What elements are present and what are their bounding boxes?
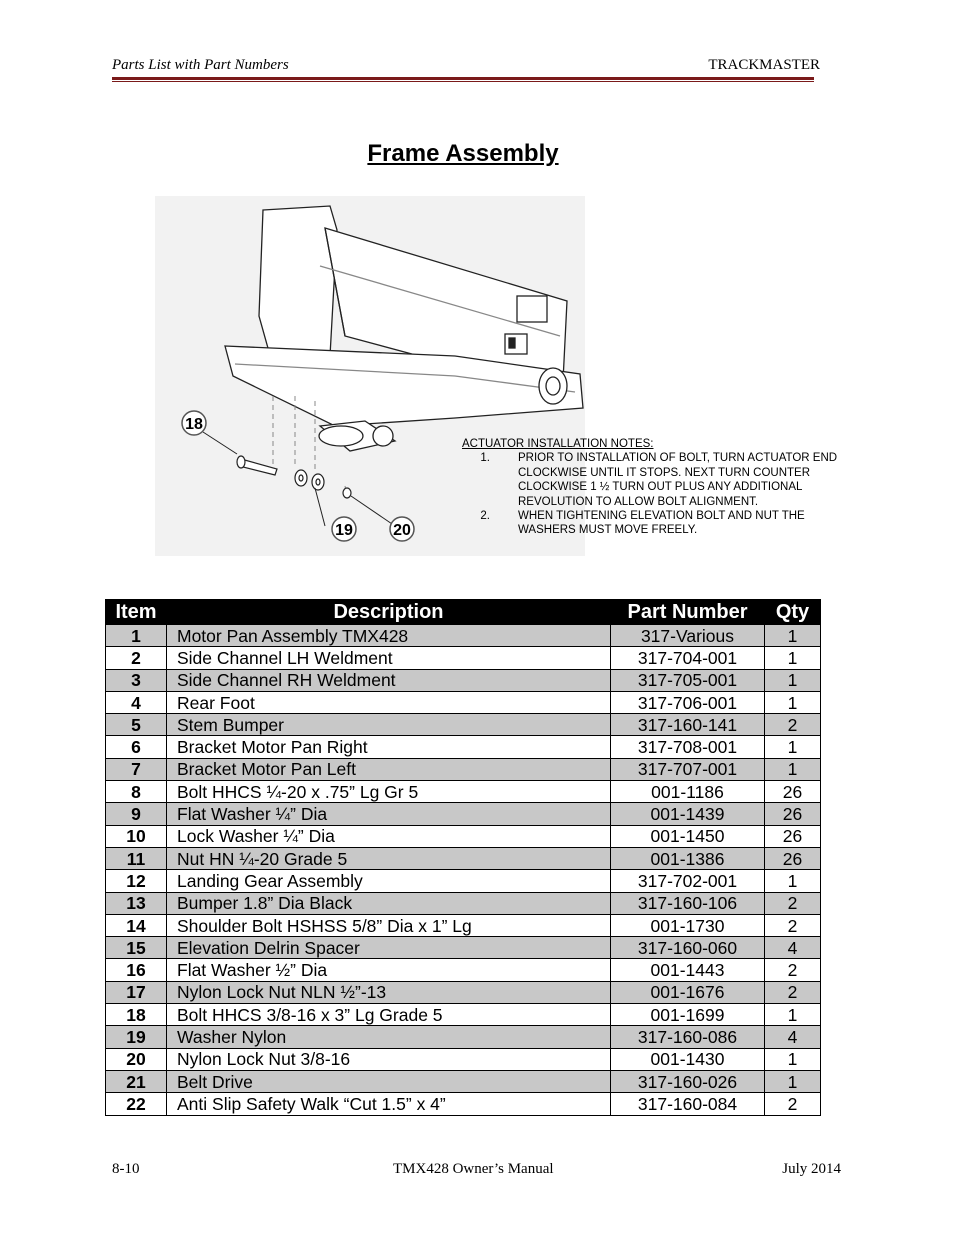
cell-description: Nut HN ¼-20 Grade 5 <box>167 847 611 869</box>
cell-item: 10 <box>106 825 167 847</box>
cell-qty: 2 <box>765 959 821 981</box>
table-row <box>106 937 821 959</box>
cell-description: Nylon Lock Nut 3/8-16 <box>167 1048 611 1070</box>
cell-description: Bracket Motor Pan Right <box>167 736 611 758</box>
cell-part-number: 317-704-001 <box>611 647 765 669</box>
cell-part-number: 317-160-060 <box>611 937 765 959</box>
cell-qty: 4 <box>765 937 821 959</box>
table-row <box>106 669 821 691</box>
cell-part-number: 317-160-086 <box>611 1026 765 1048</box>
table-row <box>106 736 821 758</box>
page-title: Frame Assembly <box>367 140 559 167</box>
cell-part-number: 317-706-001 <box>611 691 765 713</box>
cell-qty: 26 <box>765 781 821 803</box>
table-row <box>106 892 821 914</box>
table-row <box>106 647 821 669</box>
cell-part-number: 001-1676 <box>611 981 765 1003</box>
cell-item: 5 <box>106 714 167 736</box>
cell-item: 13 <box>106 892 167 914</box>
cell-description: Lock Washer ¼” Dia <box>167 825 611 847</box>
cell-description: Bolt HHCS 3/8-16 x 3” Lg Grade 5 <box>167 1004 611 1026</box>
cell-description: Motor Pan Assembly TMX428 <box>167 625 611 647</box>
cell-part-number: 317-160-084 <box>611 1093 765 1115</box>
cell-part-number: 001-1443 <box>611 959 765 981</box>
cell-qty: 2 <box>765 981 821 1003</box>
table-row <box>106 1070 821 1092</box>
cell-part-number: 317-702-001 <box>611 870 765 892</box>
cell-item: 8 <box>106 781 167 803</box>
cell-part-number: 317-160-106 <box>611 892 765 914</box>
cell-qty: 1 <box>765 691 821 713</box>
cell-description: Bumper 1.8” Dia Black <box>167 892 611 914</box>
cell-description: Side Channel RH Weldment <box>167 669 611 691</box>
table-row <box>106 1093 821 1115</box>
header-qty: Qty <box>765 600 821 625</box>
cell-qty: 2 <box>765 914 821 936</box>
cell-item: 22 <box>106 1093 167 1115</box>
cell-part-number: 001-1430 <box>611 1048 765 1070</box>
cell-item: 3 <box>106 669 167 691</box>
footer-page-number: 8-10 <box>112 1161 140 1177</box>
cell-description: Flat Washer ½” Dia <box>167 959 611 981</box>
note-number: 2. <box>480 510 490 523</box>
callout-20: 20 <box>393 522 411 539</box>
cell-qty: 1 <box>765 1070 821 1092</box>
callout-19: 19 <box>335 522 353 539</box>
cell-item: 1 <box>106 625 167 647</box>
cell-part-number: 001-1450 <box>611 825 765 847</box>
cell-part-number: 317-708-001 <box>611 736 765 758</box>
cell-description: Washer Nylon <box>167 1026 611 1048</box>
table-row <box>106 1026 821 1048</box>
cell-description: Rear Foot <box>167 691 611 713</box>
table-row <box>106 803 821 825</box>
cell-description: Shoulder Bolt HSHSS 5/8” Dia x 1” Lg <box>167 914 611 936</box>
cell-description: Anti Slip Safety Walk “Cut 1.5” x 4” <box>167 1093 611 1115</box>
table-row <box>106 758 821 780</box>
cell-item: 9 <box>106 803 167 825</box>
cell-qty: 2 <box>765 1093 821 1115</box>
table-header-row <box>106 600 821 625</box>
cell-item: 14 <box>106 914 167 936</box>
header-description: Description <box>167 600 611 625</box>
cell-item: 15 <box>106 937 167 959</box>
cell-qty: 26 <box>765 847 821 869</box>
cell-item: 12 <box>106 870 167 892</box>
cell-item: 20 <box>106 1048 167 1070</box>
notes-heading: ACTUATOR INSTALLATION NOTES: <box>462 438 654 450</box>
cell-description: Stem Bumper <box>167 714 611 736</box>
cell-item: 11 <box>106 847 167 869</box>
cell-item: 21 <box>106 1070 167 1092</box>
cell-description: Side Channel LH Weldment <box>167 647 611 669</box>
cell-qty: 1 <box>765 625 821 647</box>
table-row <box>106 714 821 736</box>
header-item: Item <box>106 600 167 625</box>
cell-qty: 26 <box>765 803 821 825</box>
table-row <box>106 781 821 803</box>
table-row <box>106 625 821 647</box>
cell-part-number: 317-160-141 <box>611 714 765 736</box>
cell-part-number: 001-1730 <box>611 914 765 936</box>
cell-description: Landing Gear Assembly <box>167 870 611 892</box>
cell-qty: 2 <box>765 714 821 736</box>
table-row <box>106 981 821 1003</box>
cell-part-number: 001-1386 <box>611 847 765 869</box>
parts-table-body <box>106 625 821 1116</box>
cell-description: Bolt HHCS ¼-20 x .75” Lg Gr 5 <box>167 781 611 803</box>
cell-description: Bracket Motor Pan Left <box>167 758 611 780</box>
cell-qty: 26 <box>765 825 821 847</box>
cell-description: Belt Drive <box>167 1070 611 1092</box>
note-item <box>462 509 862 538</box>
cell-item: 18 <box>106 1004 167 1026</box>
table-row <box>106 1004 821 1026</box>
cell-qty: 1 <box>765 1004 821 1026</box>
cell-qty: 2 <box>765 892 821 914</box>
note-text: WHEN TIGHTENING ELEVATION BOLT AND NUT THE WASHERS MUST MOVE FREELY. <box>518 510 805 537</box>
cell-description: Elevation Delrin Spacer <box>167 937 611 959</box>
cell-part-number: 001-1699 <box>611 1004 765 1026</box>
header-rule-thin <box>112 81 814 82</box>
cell-qty: 1 <box>765 1048 821 1070</box>
table-row <box>106 847 821 869</box>
table-row <box>106 914 821 936</box>
cell-part-number: 001-1439 <box>611 803 765 825</box>
cell-qty: 1 <box>765 758 821 780</box>
header-rule <box>112 77 814 80</box>
cell-item: 17 <box>106 981 167 1003</box>
cell-part-number: 001-1186 <box>611 781 765 803</box>
footer-manual-title: TMX428 Owner’s Manual <box>393 1161 554 1177</box>
table-row <box>106 870 821 892</box>
cell-item: 2 <box>106 647 167 669</box>
header-brand: TRACKMASTER <box>708 57 820 73</box>
cell-qty: 1 <box>765 647 821 669</box>
table-row <box>106 825 821 847</box>
header-part-number: Part Number <box>611 600 765 625</box>
cell-qty: 4 <box>765 1026 821 1048</box>
header-section-title: Parts List with Part Numbers <box>112 57 289 73</box>
cell-item: 7 <box>106 758 167 780</box>
cell-part-number: 317-160-026 <box>611 1070 765 1092</box>
cell-item: 19 <box>106 1026 167 1048</box>
cell-qty: 1 <box>765 669 821 691</box>
note-number: 1. <box>480 452 490 465</box>
note-text: PRIOR TO INSTALLATION OF BOLT, TURN ACTUATOR END CLOCKWISE UNTIL IT STOPS. NEXT TURN COUNTER CLOCKWISE 1 ½ TURN OUT PLUS ANY ADDITIONAL REVOLUTION TO ALLOW BOLT ALIGNMENT. <box>518 452 838 508</box>
table-row <box>106 1048 821 1070</box>
callout-18: 18 <box>185 416 203 433</box>
actuator-installation-notes <box>462 437 862 538</box>
cell-part-number: 317-705-001 <box>611 669 765 691</box>
parts-table <box>105 599 821 1116</box>
cell-qty: 1 <box>765 870 821 892</box>
cell-description: Nylon Lock Nut NLN ½”-13 <box>167 981 611 1003</box>
cell-part-number: 317-707-001 <box>611 758 765 780</box>
note-item <box>462 451 862 509</box>
cell-description: Flat Washer ¼” Dia <box>167 803 611 825</box>
cell-item: 16 <box>106 959 167 981</box>
footer-date: July 2014 <box>782 1161 841 1177</box>
cell-qty: 1 <box>765 736 821 758</box>
cell-part-number: 317-Various <box>611 625 765 647</box>
table-row <box>106 691 821 713</box>
table-row <box>106 959 821 981</box>
cell-item: 4 <box>106 691 167 713</box>
cell-item: 6 <box>106 736 167 758</box>
